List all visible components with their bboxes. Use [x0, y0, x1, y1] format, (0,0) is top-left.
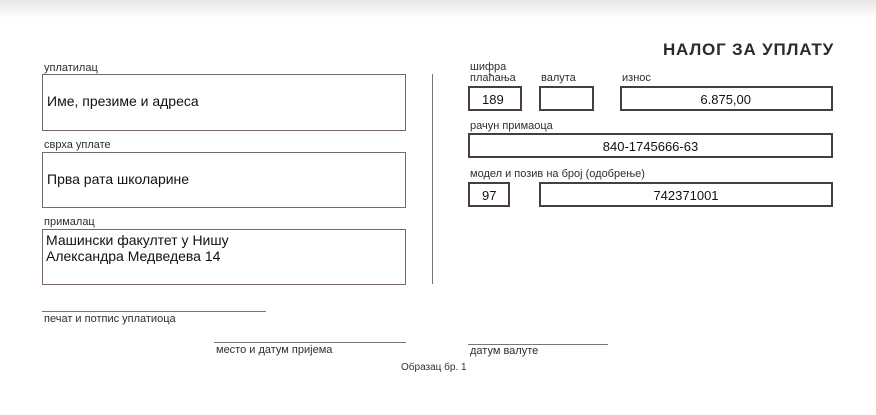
form-title: НАЛОГ ЗА УПЛАТУ	[662, 40, 834, 59]
model-reference-label: модел и позив на број (одобрење)	[470, 168, 645, 180]
purpose-value: Прва рата школарине	[47, 171, 190, 187]
top-shade	[0, 0, 876, 18]
payer-value: Име, презиме и адреса	[47, 93, 199, 109]
recipient-account-value: 840-1745666-63	[602, 139, 699, 154]
model-field[interactable]	[468, 182, 510, 207]
signature-line	[42, 311, 266, 312]
value-date-label: датум валуте	[470, 345, 539, 357]
reference-value: 742371001	[653, 188, 719, 203]
recipient-account-label: рачун примаоца	[470, 120, 553, 132]
purpose-label: сврха уплате	[44, 139, 111, 151]
payment-code-label-2: плаћања	[470, 72, 516, 84]
recipient-line-1: Машински факултет у Нишу	[46, 232, 229, 248]
form-number: Образац бр. 1	[401, 362, 467, 373]
payment-code-value: 189	[482, 92, 504, 107]
model-value: 97	[482, 188, 497, 203]
currency-field[interactable]	[539, 86, 594, 111]
amount-field[interactable]	[620, 86, 833, 111]
payer-field[interactable]	[42, 74, 406, 131]
recipient-line-2: Александра Медведева 14	[46, 248, 221, 264]
place-date-label: место и датум пријема	[216, 344, 333, 356]
column-divider	[432, 74, 433, 284]
payer-label: уплатилац	[44, 62, 98, 74]
recipient-label: прималац	[44, 216, 95, 228]
currency-label: валута	[541, 72, 576, 84]
purpose-field[interactable]	[42, 152, 406, 208]
payment-code-field[interactable]	[468, 86, 522, 111]
payment-code-label-1: шифра	[470, 61, 507, 73]
signature-label: печат и потпис уплатиоца	[44, 313, 176, 325]
amount-label: износ	[622, 72, 651, 84]
amount-value: 6.875,00	[700, 92, 751, 107]
recipient-field[interactable]	[42, 229, 406, 285]
place-date-line	[214, 342, 406, 343]
reference-field[interactable]	[539, 182, 833, 207]
recipient-account-field[interactable]	[468, 133, 833, 158]
